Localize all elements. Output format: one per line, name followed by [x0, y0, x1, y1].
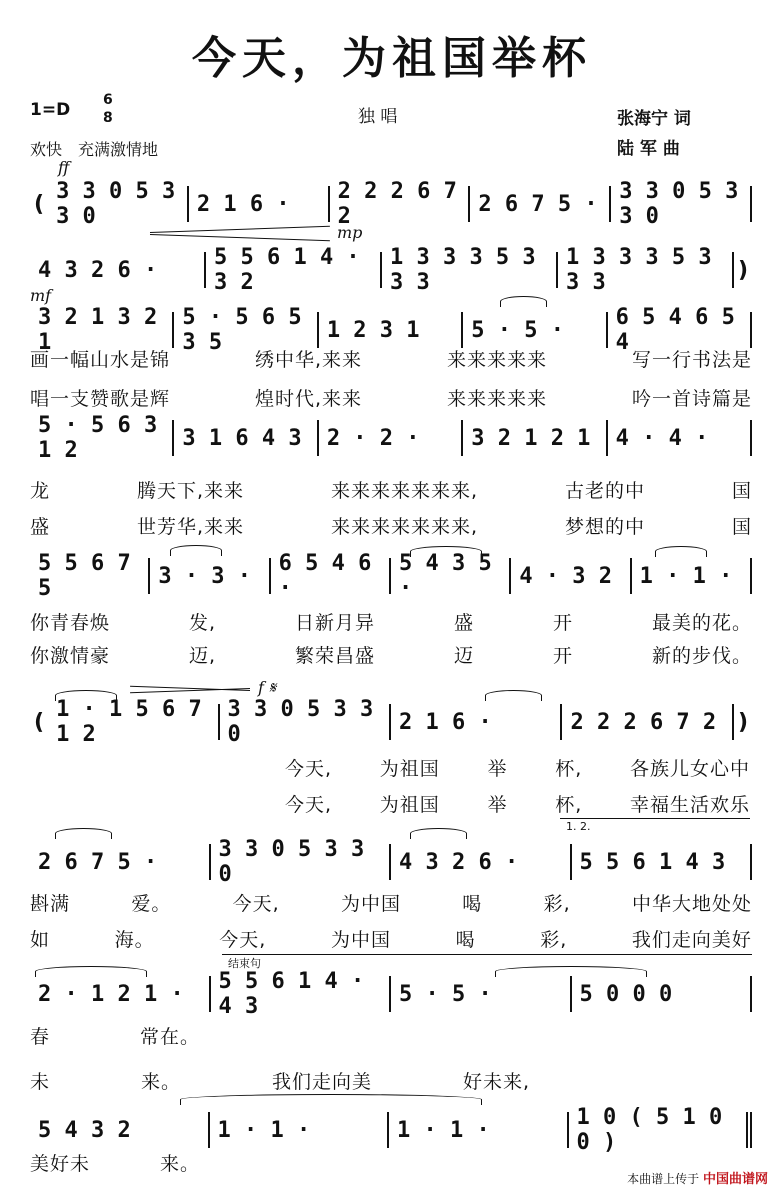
lyric-segment: 中华大地处处	[631, 893, 752, 915]
repeat-parenthesis: (	[34, 709, 45, 735]
measure: 3 3 0 5 3 3 0	[220, 704, 391, 740]
measure: 3 3 0 5 3 3 0	[211, 844, 392, 880]
measure: 2 2 2 6 7 2	[562, 704, 733, 740]
lyric-segment: 今天,	[285, 758, 333, 780]
slur-mark	[500, 296, 547, 307]
measure: 5 5 6 1 4 · 3 2	[206, 252, 382, 288]
lyric-segment: 我们走向美	[271, 1071, 372, 1093]
lyric-segment: 来。	[159, 1153, 200, 1175]
measure: 2 2 2 6 7 2	[330, 186, 471, 222]
measure: 3 1 6 4 3	[174, 420, 318, 456]
measure: 4 · 3 2	[511, 558, 631, 594]
measure: 5 4 3 2	[30, 1112, 210, 1148]
lyric-segment: 吟一首诗篇是	[631, 388, 752, 410]
lyric-segment: 绣中华,来来	[254, 349, 363, 371]
lyric-line	[30, 1022, 200, 1049]
ending-bracket	[222, 954, 752, 955]
measure: 5 4 3 5 ·	[391, 558, 511, 594]
lyric-segment: 发,	[188, 612, 217, 634]
measure: 2 6 7 5 ·	[30, 844, 211, 880]
measure: 4 3 2 6 ·	[30, 252, 206, 288]
slur-mark	[170, 545, 222, 556]
lyric-line	[30, 641, 752, 668]
lyric-segment: 写一行书法是	[631, 349, 752, 371]
lyric-segment: 为中国	[330, 929, 391, 951]
volta-bracket	[560, 818, 750, 819]
lyric-segment: 如	[30, 929, 51, 951]
repeat-parenthesis: )	[737, 257, 748, 283]
lyric-segment: 日新月异	[295, 612, 376, 634]
measure: 6 5 4 6 5 4	[608, 312, 752, 348]
lyric-segment: 迈,	[188, 645, 217, 667]
tempo-marking: 欢快 充满激情地	[30, 140, 159, 159]
lyric-segment: 幸福生活欢乐	[629, 794, 750, 816]
lyric-line	[30, 608, 752, 635]
lyric-segment: 来来来来来来来,	[330, 480, 479, 502]
lyric-segment: 为祖国	[379, 758, 440, 780]
repeat-parenthesis: )	[737, 709, 748, 735]
lyric-segment: 世芳华,来来	[136, 516, 245, 538]
measure: 5 · 5 6 5 3 5	[174, 312, 318, 348]
lyric-segment: 迈	[453, 645, 474, 667]
measure: 4 · 4 ·	[608, 420, 752, 456]
footer-text: 本曲谱上传于	[627, 1172, 700, 1186]
key-signature: 1=D	[30, 100, 71, 120]
lyric-segment: 杯,	[555, 758, 583, 780]
repeat-parenthesis: (	[34, 191, 45, 217]
measure: 1 · 1 ·	[389, 1112, 569, 1148]
measure: 1 · 1 ·	[210, 1112, 390, 1148]
lyric-segment: 今天,	[219, 929, 267, 951]
measure: 4 3 2 6 ·	[391, 844, 572, 880]
measure: 5 5 6 7 5	[30, 558, 150, 594]
lyric-segment: 最美的花。	[651, 612, 752, 634]
lyric-segment: 煌时代,来来	[254, 388, 363, 410]
footer	[627, 1168, 768, 1187]
lyric-segment: 繁荣昌盛	[295, 645, 376, 667]
footer-brand[interactable]: 中国曲谱网	[702, 1172, 768, 1187]
performance-type: 独 唱	[358, 107, 398, 127]
measure: 5 · 5 ·	[463, 312, 607, 348]
measure: 2 1 6 ·	[189, 186, 330, 222]
lyric-line	[30, 1149, 200, 1176]
lyric-segment: 好未来,	[462, 1071, 530, 1093]
measure: 2 1 6 ·	[391, 704, 562, 740]
lyric-segment: 彩,	[543, 893, 571, 915]
slur-mark	[180, 1094, 482, 1105]
lyric-line	[285, 754, 750, 781]
measure: 1 · 1 ·	[632, 558, 752, 594]
composer: 陆 军 曲	[617, 139, 680, 159]
lyric-segment: 国	[731, 516, 752, 538]
score-row	[30, 551, 752, 601]
lyric-segment: 斟满	[30, 893, 71, 915]
lyric-segment: 彩,	[540, 929, 568, 951]
lyric-line	[30, 889, 752, 916]
lyric-segment: 美好未	[30, 1153, 91, 1175]
dynamic-f-segno: f 𝄋	[258, 678, 276, 697]
lyric-segment: 今天,	[232, 893, 280, 915]
lyric-segment: 未	[30, 1071, 51, 1093]
lyric-segment: 开	[552, 645, 573, 667]
lyric-line	[30, 1067, 530, 1094]
lyric-segment: 喝	[462, 893, 483, 915]
score-row	[30, 305, 752, 355]
decrescendo-hairpin-lower	[150, 234, 330, 241]
lyric-segment: 我们走向美好	[631, 929, 752, 951]
lyric-segment: 喝	[455, 929, 476, 951]
lyric-segment: 今天,	[285, 794, 333, 816]
lyric-line	[30, 384, 752, 411]
measure: 2 · 2 ·	[319, 420, 463, 456]
lyric-segment: 各族儿女心中	[629, 758, 750, 780]
lyric-line	[30, 476, 752, 503]
measure: 1 · 1 5 6 7 1 2	[48, 704, 219, 740]
slur-mark	[655, 546, 707, 557]
lyric-segment: 杯,	[555, 794, 583, 816]
lyric-segment: 国	[731, 480, 752, 502]
dynamic-ff: ff	[58, 158, 70, 177]
score-row	[30, 837, 752, 887]
measure: 2 · 1 2 1 ·	[30, 976, 211, 1012]
measure: 3 3 0 5 3 3 0	[611, 186, 752, 222]
lyric-segment: 腾天下,来来	[136, 480, 245, 502]
measure: 3 2 1 3 2 1	[30, 312, 174, 348]
lyric-segment: 开	[552, 612, 573, 634]
measure: 1 3 3 3 5 3 3 3	[382, 252, 558, 288]
slur-mark	[410, 828, 467, 839]
lyric-segment: 盛	[453, 612, 474, 634]
lyric-segment: 举	[487, 758, 508, 780]
measure: 1 3 3 3 5 3 3 3	[558, 252, 734, 288]
lyric-segment: 梦想的中	[564, 516, 645, 538]
score-row	[30, 245, 752, 295]
measure: 1 2 3 1	[319, 312, 463, 348]
score-row	[30, 969, 752, 1019]
measure: 5 · 5 6 3 1 2	[30, 420, 174, 456]
lyric-segment: 春	[30, 1026, 51, 1048]
dynamic-mf: mf	[30, 286, 52, 305]
lyric-segment: 常在。	[139, 1026, 200, 1048]
lyric-segment: 古老的中	[564, 480, 645, 502]
measure: 6 5 4 6 ·	[271, 558, 391, 594]
lyric-line	[30, 345, 752, 372]
lyric-segment: 为中国	[340, 893, 401, 915]
measure: 5 5 6 1 4 · 4 3	[211, 976, 392, 1012]
score-row	[30, 179, 752, 229]
lyric-segment: 你激情豪	[30, 645, 111, 667]
song-title: 今天，为祖国举杯	[192, 33, 592, 84]
dynamic-mp: mp	[337, 223, 363, 242]
volta-bracket-label: 1. 2.	[566, 820, 591, 833]
measure: 5 · 5 ·	[391, 976, 572, 1012]
time-signature-top: 6	[103, 92, 113, 108]
lyric-line	[285, 790, 750, 817]
lyric-segment: 龙	[30, 480, 51, 502]
lyric-line	[30, 925, 752, 952]
measure: 3 · 3 ·	[150, 558, 270, 594]
slur-mark	[55, 828, 112, 839]
time-signature-bottom: 8	[103, 110, 113, 126]
lyric-line	[30, 512, 752, 539]
measure: 5 5 6 1 4 3	[572, 844, 753, 880]
measure: 1 0 ( 5 1 0 0 )	[569, 1112, 753, 1148]
lyric-segment: 为祖国	[379, 794, 440, 816]
measure: 3 3 0 5 3 3 0	[48, 186, 189, 222]
lyric-segment: 来来来来来	[447, 349, 548, 371]
score-row	[30, 1105, 752, 1155]
lyric-segment: 海。	[114, 929, 155, 951]
score-row	[30, 413, 752, 463]
lyric-segment: 唱一支赞歌是辉	[30, 388, 171, 410]
score-row	[30, 697, 752, 747]
measure: 5 0 0 0	[572, 976, 753, 1012]
lyric-segment: 来来来来来来来,	[330, 516, 479, 538]
lyric-segment: 爱。	[131, 893, 172, 915]
lyric-segment: 来来来来来	[447, 388, 548, 410]
measure: 3 2 1 2 1	[463, 420, 607, 456]
lyric-segment: 你青春焕	[30, 612, 111, 634]
slur-mark	[485, 690, 542, 701]
ending-section-label: 结束句	[228, 957, 261, 970]
lyric-segment: 新的步伐。	[651, 645, 752, 667]
measure: 2 6 7 5 ·	[470, 186, 611, 222]
lyric-segment: 来。	[140, 1071, 181, 1093]
lyricist: 张海宁 词	[617, 109, 691, 129]
lyric-segment: 盛	[30, 516, 51, 538]
lyric-segment: 画一幅山水是锦	[30, 349, 171, 371]
lyric-segment: 举	[487, 794, 508, 816]
